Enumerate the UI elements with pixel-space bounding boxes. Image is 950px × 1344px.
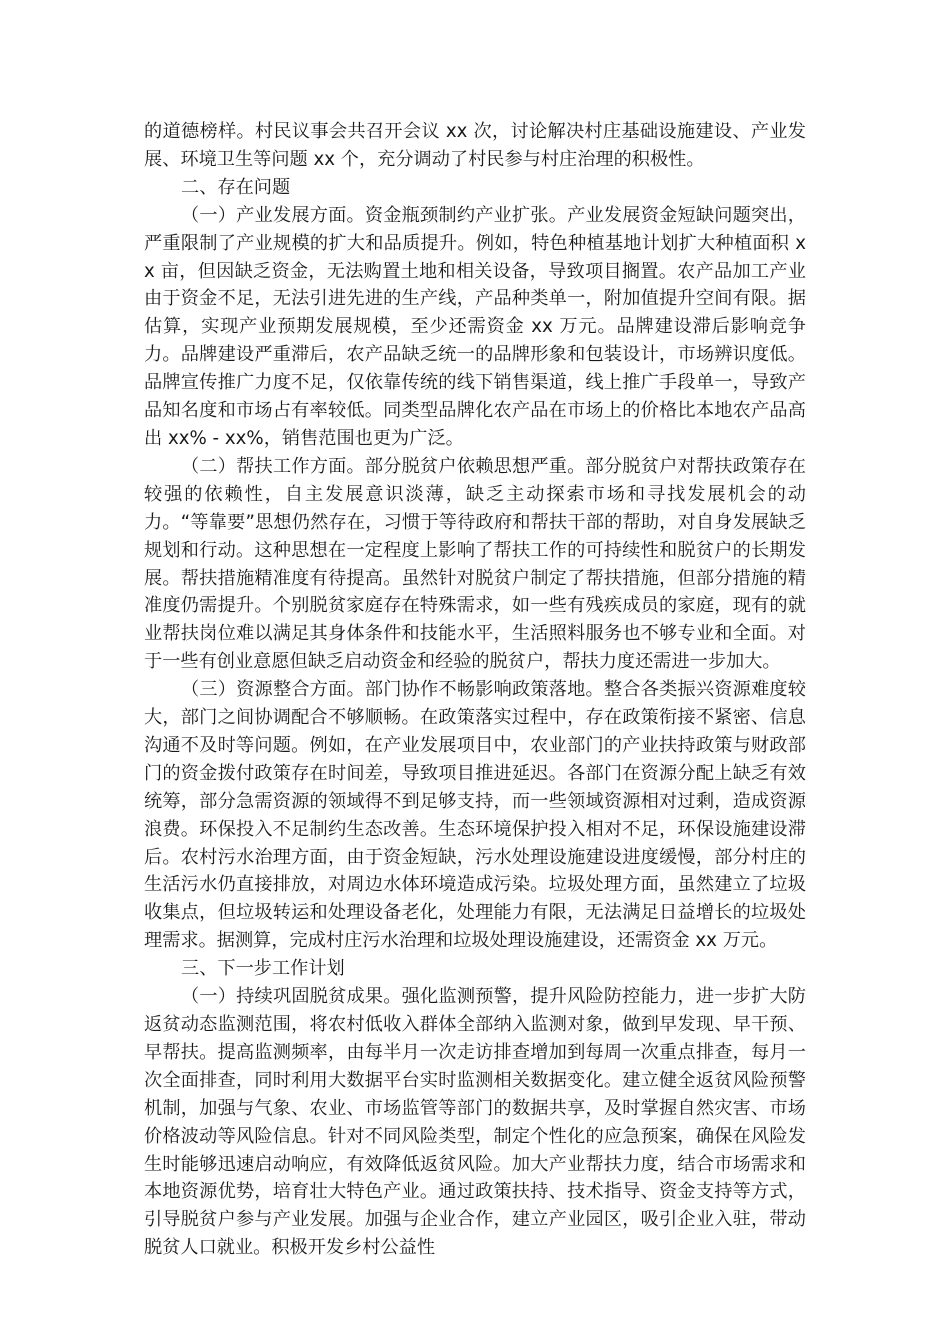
section-heading: 三、下一步工作计划 <box>181 958 345 980</box>
body-paragraph: （三）资源整合方面。部门协作不畅影响政策落地。整合各类振兴资源难度较大，部门之间协调配合不够顺畅。在政策落实过程中，存在政策衔接不紧密、信息沟通不及时等问题。例如，在产业发展项目中，农业部门的产业扶持政策与财政部门的资金拨付政策存在时间差，导致项目推进延迟。各部门在资源分配上缺乏有效统筹，部分急需资源的领域得不到足够支持，而一些领域资源相对过剩，造成资源浪费。环保投入不足制约生态改善。生态环境保护投入相对不足，环保设施建设滞后。农村污水治理方面，由于资金短缺，污水处理设施建设进度缓慢，部分村庄的生活污水仍直接排放，对周边水体环境造成污染。垃圾处理方面，虽然建立了垃圾收集点，但垃圾转运和处理设备老化，处理能力有限，无法满足日益增长的垃圾处理需求。据测算，完成村庄污水治理和垃圾处理设施建设，还需资金 xx 万元。 <box>144 679 806 952</box>
document-page <box>144 118 806 1262</box>
section-heading: 二、存在问题 <box>181 176 291 198</box>
body-paragraph: （一）产业发展方面。资金瓶颈制约产业扩张。产业发展资金短缺问题突出，严重限制了产业规模的扩大和品质提升。例如，特色种植基地计划扩大种植面积 xx 亩，但因缺乏资金，无法购置土地和相关设备，导致项目搁置。农产品加工产业由于资金不足，无法引进先进的生产线，产品种类单一，附加值提升空间有限。据估算，实现产业预期发展规模，至少还需资金 xx 万元。品牌建设滞后影响竞争力。品牌建设严重滞后，农产品缺乏统一的品牌形象和包装设计，市场辨识度低。品牌宣传推广力度不足，仅依靠传统的线下销售渠道，线上推广手段单一，导致产品知名度和市场占有率较低。同类型品牌化农产品在市场上的价格比本地农产品高出 xx% - xx%，销售范围也更为广泛。 <box>144 204 806 449</box>
body-paragraph: （二）帮扶工作方面。部分脱贫户依赖思想严重。部分脱贫户对帮扶政策存在较强的依赖性，自主发展意识淡薄，缺乏主动探索市场和寻找发展机会的动力。“等靠要”思想仍然存在，习惯于等待政府和帮扶干部的帮助，对自身发展缺乏规划和行动。这种思想在一定程度上影响了帮扶工作的可持续性和脱贫户的长期发展。帮扶措施精准度有待提高。虽然针对脱贫户制定了帮扶措施，但部分措施的精准度仍需提升。个别脱贫家庭存在特殊需求，如一些有残疾成员的家庭，现有的就业帮扶岗位难以满足其身体条件和技能水平，生活照料服务也不够专业和全面。对于一些有创业意愿但缺乏启动资金和经验的脱贫户，帮扶力度还需进一步加大。 <box>144 455 806 673</box>
body-paragraph: （一）持续巩固脱贫成果。强化监测预警，提升风险防控能力，进一步扩大防返贫动态监测范围，将农村低收入群体全部纳入监测对象，做到早发现、早干预、早帮扶。提高监测频率，由每半月一次走访排查增加到每周一次重点排查，每月一次全面排查，同时利用大数据平台实时监测相关数据变化。建立健全返贫风险预警机制，加强与气象、农业、市场监管等部门的数据共享，及时掌握自然灾害、市场价格波动等风险信息。针对不同风险类型，制定个性化的应急预案，确保在风险发生时能够迅速启动响应，有效降低返贫风险。加大产业帮扶力度，结合市场需求和本地资源优势，培育壮大特色产业。通过政策扶持、技术指导、资金支持等方式，引导脱贫户参与产业发展。加强与企业合作，建立产业园区，吸引企业入驻，带动脱贫人口就业。积极开发乡村公益性 <box>144 986 806 1259</box>
body-paragraph: 的道德榜样。村民议事会共召开会议 xx 次，讨论解决村庄基础设施建设、产业发展、环境卫生等问题 xx 个，充分调动了村民参与村庄治理的积极性。 <box>144 121 806 170</box>
